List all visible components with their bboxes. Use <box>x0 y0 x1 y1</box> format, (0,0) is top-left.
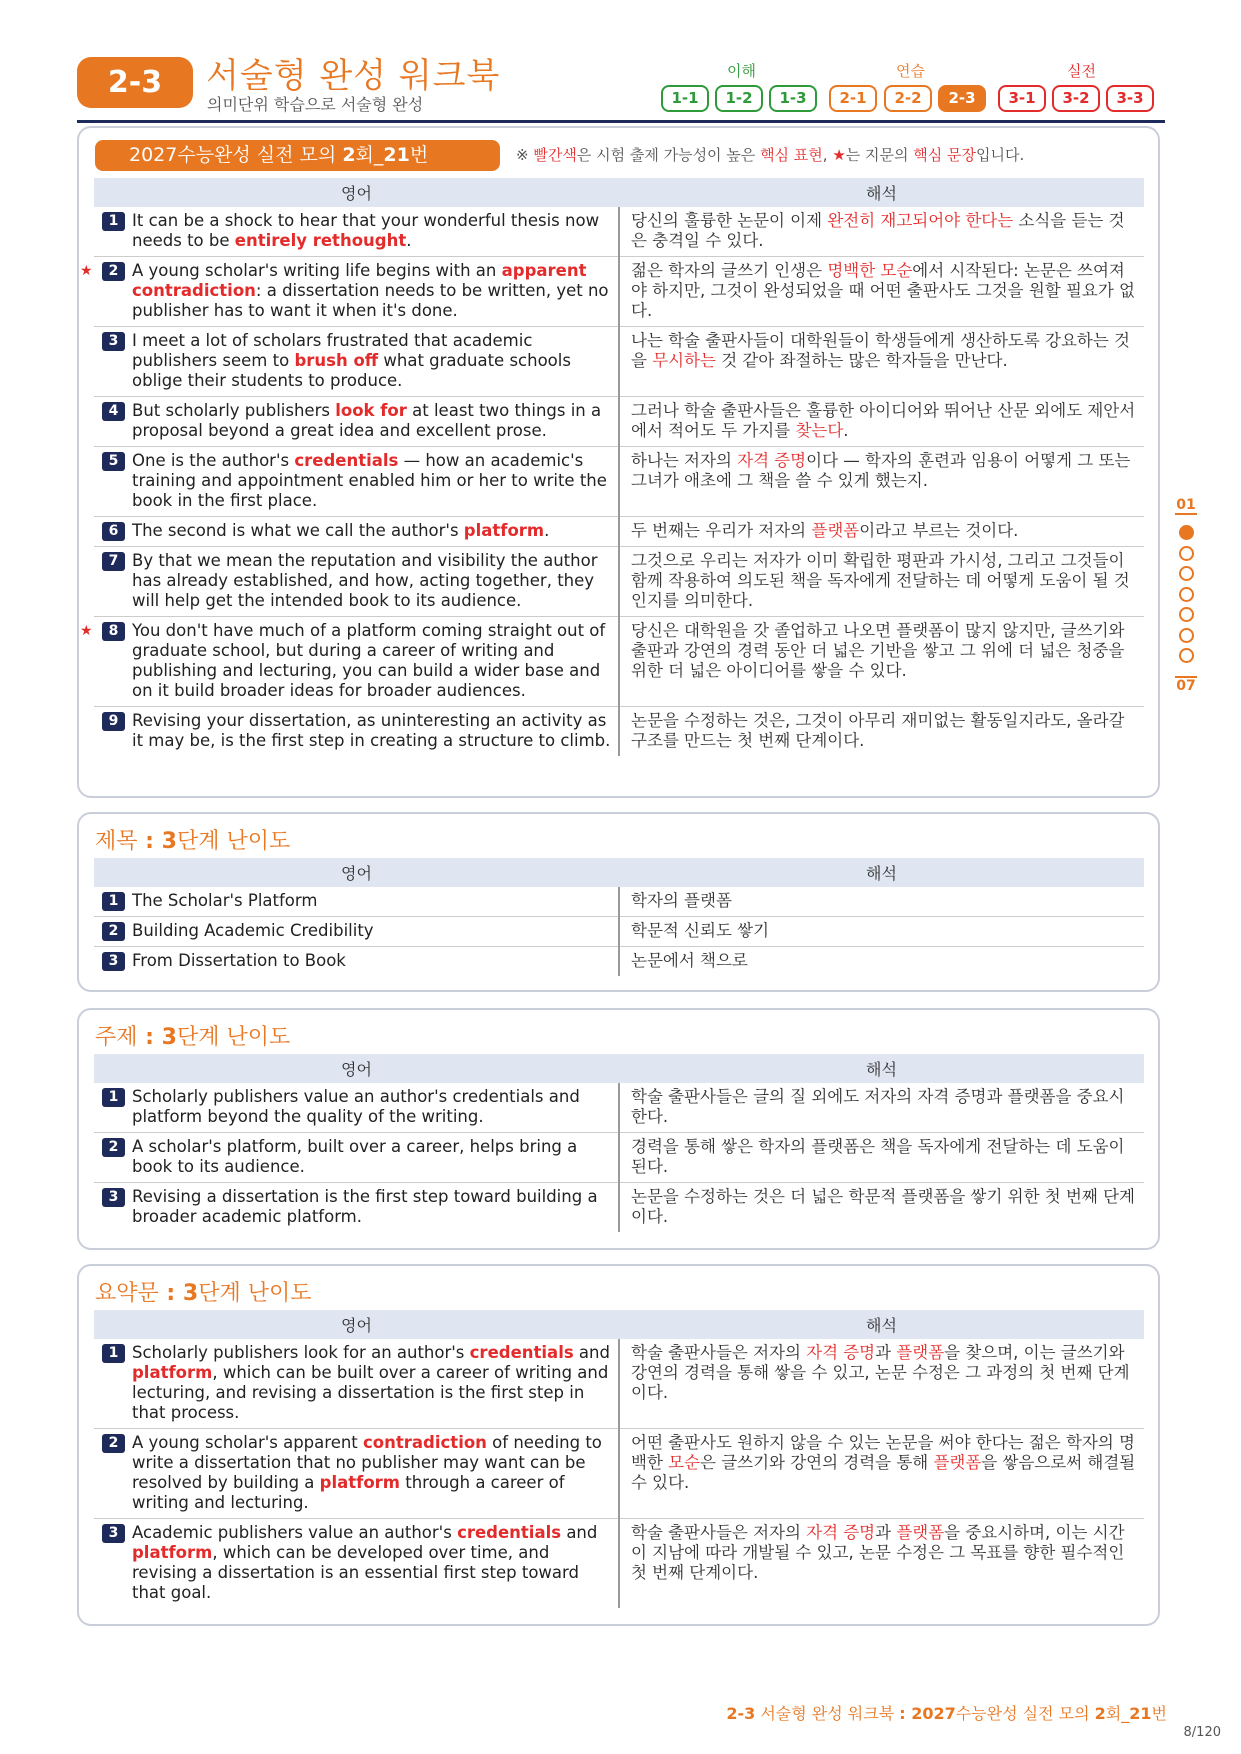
sentence-text: 경력을 통해 쌓은 학자의 플랫폼은 책을 독자에게 전달하는 데 도움이 된다. <box>631 1137 1125 1176</box>
key-expression: 모순 <box>668 1453 701 1472</box>
sentence-text: 과 <box>875 1343 897 1362</box>
navigator-dot[interactable] <box>1179 648 1194 663</box>
passage-section <box>77 126 1160 798</box>
sentence-number: 2 <box>102 1138 125 1157</box>
sentence-number: 8 <box>102 622 125 641</box>
navigator-dot[interactable] <box>1179 587 1194 602</box>
sentence-text: Revising your dissertation, as uninteresting an activity as it may be, is the first step in creating a structure to climb. <box>132 711 611 750</box>
page-number: 8/120 <box>1183 1725 1221 1740</box>
english-cell <box>94 1339 619 1429</box>
key-sentence-star-icon: ★ <box>80 263 93 279</box>
sentence-text: By that we mean the reputation and visibility the author has already established, and how, acting together, they will help get the intended book to its audience. <box>132 551 598 610</box>
english-cell <box>94 887 619 917</box>
english-cell <box>80 257 619 327</box>
english-cell <box>94 1429 619 1519</box>
table-row <box>94 707 1144 757</box>
navigator-dot[interactable] <box>1179 546 1194 561</box>
table-row <box>94 397 1144 447</box>
sentence-text: But scholarly publishers <box>132 401 336 420</box>
sentence-number: 7 <box>102 552 125 571</box>
sentence-text: You don't have much of a platform coming straight out of graduate school, but during a career of writing and publishing and lecturing, you can build a wider base and on it build broader ideas for broader audiences. <box>132 621 606 700</box>
title-section <box>77 812 1160 992</box>
key-expression: platform <box>463 521 545 540</box>
korean-cell <box>619 257 1144 327</box>
english-cell <box>80 617 619 707</box>
sentence-number: 1 <box>102 1344 125 1363</box>
sentence-text: 젊은 학자의 글쓰기 인생은 <box>631 261 828 280</box>
korean-cell <box>619 447 1144 517</box>
sentence-text: 학술 출판사들은 글의 질 외에도 저자의 자격 증명과 플랫폼을 중요시한다. <box>631 1087 1125 1126</box>
group-label-real: 실전 <box>1067 62 1096 80</box>
sentence-text: 학문적 신뢰도 쌓기 <box>631 921 770 940</box>
chip-1-1[interactable]: 1-1 <box>661 85 709 112</box>
section-title: 요약문 : 3단계 난이도 <box>95 1281 312 1306</box>
sentence-text: 하나는 저자의 <box>631 451 738 470</box>
sentence-text: : a dissertation needs to be written, yet no publisher has to want it when it's done. <box>132 281 609 320</box>
key-sentence-star-icon: ★ <box>80 623 93 639</box>
korean-cell <box>619 327 1144 397</box>
sentence-number: 1 <box>102 212 125 231</box>
key-expression: 찾는다 <box>795 421 844 440</box>
footer-title: 2-3 서술형 완성 워크북 : 2027수능완성 실전 모의 2회_21번 <box>726 1704 1167 1723</box>
unit-badge: 2-3 <box>77 57 193 108</box>
exam-badge: 2027수능완성 실전 모의 2회_21번 <box>95 140 500 171</box>
navigator-end-label: 07 <box>1176 678 1196 694</box>
column-header-english: 영어 <box>94 858 619 887</box>
sentence-text: 소식을 듣는 것은 충격일 수 있다. <box>631 211 1125 250</box>
sentence-text: It can be a shock to hear that your wonderful thesis now needs to be <box>132 211 600 250</box>
sentence-text: Revising a dissertation is the first step toward building a broader academic platform. <box>132 1187 598 1226</box>
sentence-text: A young scholar's apparent <box>132 1433 364 1452</box>
korean-cell <box>619 947 1144 977</box>
sentence-text: Academic publishers value an author's <box>132 1523 458 1542</box>
sentence-text: . <box>544 521 550 540</box>
key-expression: contradiction <box>363 1433 487 1452</box>
english-cell <box>94 327 619 397</box>
navigator-dot[interactable] <box>1179 566 1194 581</box>
table-row <box>94 1429 1144 1519</box>
key-expression: platform <box>319 1473 400 1492</box>
korean-cell <box>619 917 1144 947</box>
sentence-text: A scholar's platform, built over a career, helps bring a book to its audience. <box>132 1137 578 1176</box>
english-cell <box>94 707 619 757</box>
sentence-text: Scholarly publishers value an author's credentials and platform beyond the quality of the writing. <box>132 1087 580 1126</box>
summary-table <box>94 1310 1144 1608</box>
sentence-text: 을 중요시하며, 이는 시간이 지남에 따라 개발될 수 있고, 논문 수정은 그 목표를 향한 필수적인 첫 번째 단계이다. <box>631 1523 1125 1582</box>
table-row <box>94 1183 1144 1233</box>
sentence-text: 을 쌓음으로써 해결될 수 있다. <box>631 1453 1136 1492</box>
column-header-korean: 해석 <box>619 1054 1144 1083</box>
sentence-text: I meet a lot of scholars frustrated that academic publishers seem to <box>132 331 533 370</box>
korean-cell <box>619 1429 1144 1519</box>
korean-cell <box>619 547 1144 617</box>
table-row <box>94 327 1144 397</box>
key-expression: apparent contradiction <box>132 261 587 300</box>
chip-3-3[interactable]: 3-3 <box>1106 85 1154 112</box>
key-expression: 자격 증명 <box>737 451 807 470</box>
sentence-text: through a career of writing and lecturing. <box>132 1473 565 1512</box>
column-header-english: 영어 <box>94 1310 619 1339</box>
key-expression: credentials <box>457 1523 562 1542</box>
column-header-korean: 해석 <box>619 178 1144 207</box>
key-expression: 플랫폼 <box>896 1523 945 1542</box>
key-expression: credentials <box>294 451 399 470</box>
korean-cell <box>619 707 1144 757</box>
english-cell <box>94 917 619 947</box>
group-label-understand: 이해 <box>727 62 756 80</box>
sentence-text: 그것으로 우리는 저자가 이미 확립한 평판과 가시성, 그리고 그것들이 함께 작용하여 의도된 책을 독자에게 전달하는 데 어떻게 도움이 될 것인지를 의미한다. <box>631 551 1130 610</box>
header-divider <box>77 120 1165 123</box>
key-expression: 무시하는 <box>652 351 716 370</box>
section-title: 제목 : 3단계 난이도 <box>95 829 291 854</box>
table-row <box>94 617 1144 707</box>
column-header-english: 영어 <box>94 1054 619 1083</box>
sentence-text: 어떤 출판사도 원하지 않을 수 있는 논문을 써야 한다는 젊은 학자의 명백한 <box>631 1433 1135 1472</box>
english-cell <box>94 447 619 517</box>
korean-cell <box>619 397 1144 447</box>
english-cell <box>94 547 619 617</box>
sentence-text: , which can be built over a career of writing and lecturing, and revising a dissertation is the first step in that process. <box>132 1363 609 1422</box>
chip-3-2[interactable]: 3-2 <box>1052 85 1100 112</box>
korean-cell <box>619 517 1144 547</box>
sentence-text: The second is what we call the author's <box>132 521 464 540</box>
table-row <box>94 257 1144 327</box>
sentence-text: 그러나 학술 출판사들은 훌륭한 아이디어와 뛰어난 산문 외에도 제안서에서 적어도 두 가지를 <box>631 401 1136 440</box>
sentence-number: 2 <box>102 1434 125 1453</box>
table-row <box>94 517 1144 547</box>
title-table <box>94 858 1144 976</box>
table-row <box>94 1133 1144 1183</box>
page-title: 서술형 완성 워크북 <box>206 56 501 96</box>
sentence-text: 나는 학술 출판사들이 대학원들이 학생들에게 생산하도록 강요하는 것을 <box>631 331 1130 370</box>
sentence-number: 1 <box>102 1088 125 1107</box>
sentence-text: — how an academic's training and appointment enabled him or her to write the book in the first place. <box>132 451 607 510</box>
navigator-dot[interactable] <box>1179 607 1194 622</box>
group-label-practice: 연습 <box>896 62 925 80</box>
sentence-text: From Dissertation to Book <box>132 951 346 970</box>
sentence-text: at least two things in a proposal beyond a great idea and excellent prose. <box>132 401 602 440</box>
chip-1-2[interactable]: 1-2 <box>715 85 763 112</box>
sentence-number: 6 <box>102 522 125 541</box>
table-row <box>94 1519 1144 1609</box>
sentence-text: A young scholar's writing life begins with an <box>132 261 502 280</box>
key-expression: credentials <box>469 1343 574 1362</box>
sentence-text: 을 찾으며, 이는 글쓰기와 강연의 경력을 통해 쌓을 수 있고, 논문 수정은 그 과정의 첫 번째 단계이다. <box>631 1343 1130 1402</box>
sentence-number: 1 <box>102 892 125 911</box>
sentence-text: Scholarly publishers look for an author's <box>132 1343 470 1362</box>
sentence-number: 3 <box>102 952 125 971</box>
sentence-text: 은 글쓰기와 강연의 경력을 통해 <box>700 1453 934 1472</box>
key-expression: brush off <box>294 351 379 370</box>
sentence-text: 과 <box>875 1523 897 1542</box>
english-cell <box>94 1133 619 1183</box>
navigator-dot[interactable] <box>1179 525 1194 540</box>
sentence-text: 에서 시작된다: 논문은 쓰여져야 하지만, 그것이 완성되었을 때 어떤 출판사도 그것을 원할 필요가 없다. <box>631 261 1135 320</box>
sentence-text: 당신은 대학원을 갓 졸업하고 나오면 플랫폼이 많지 않지만, 글쓰기와 출판과 강연의 경력 동안 더 넓은 기반을 쌓고 그 위에 더 넓은 청중을 위한 더 넓은 아이디어를 쌓을 수 있다. <box>631 621 1125 680</box>
theme-table <box>94 1054 1144 1232</box>
column-header-korean: 해석 <box>619 858 1144 887</box>
sentence-number: 9 <box>102 712 125 731</box>
korean-cell <box>619 207 1144 257</box>
key-expression: look for <box>335 401 407 420</box>
sentence-number: 3 <box>102 332 125 351</box>
column-header-english: 영어 <box>94 178 619 207</box>
sentence-text: and <box>573 1343 610 1362</box>
key-expression: 플랫폼 <box>933 1453 982 1472</box>
sentence-text: and <box>561 1523 598 1542</box>
navigator-start-label: 01 <box>1176 497 1196 513</box>
korean-cell <box>619 1083 1144 1133</box>
key-expression: entirely rethought <box>234 231 407 250</box>
chip-2-3-active[interactable]: 2-3 <box>938 85 986 112</box>
page-subtitle: 의미단위 학습으로 서술형 완성 <box>207 95 424 114</box>
sentence-text: 학술 출판사들은 저자의 <box>631 1523 807 1542</box>
sentence-text: 것 같아 좌절하는 많은 학자들을 만난다. <box>715 351 1008 370</box>
sentence-text: of needing to write a dissertation that no publisher may want can be resolved by building a <box>132 1433 602 1492</box>
korean-cell <box>619 1183 1144 1233</box>
chip-2-2[interactable]: 2-2 <box>884 85 932 112</box>
sentence-number: 3 <box>102 1524 125 1543</box>
table-row <box>94 547 1144 617</box>
sentence-number: 2 <box>102 262 125 281</box>
key-expression: 자격 증명 <box>806 1523 876 1542</box>
navigator-dot[interactable] <box>1179 628 1194 643</box>
table-row <box>94 947 1144 977</box>
passage-table <box>80 178 1144 756</box>
sentence-text: 논문을 수정하는 것은, 그것이 아무리 재미없는 활동일지라도, 올라갈 구조를 만드는 첫 번째 단계이다. <box>631 711 1125 750</box>
sentence-text: 당신의 훌륭한 논문이 이제 <box>631 211 828 230</box>
key-expression: 플랫폼 <box>896 1343 945 1362</box>
english-cell <box>94 207 619 257</box>
summary-section <box>77 1264 1160 1626</box>
chip-1-3[interactable]: 1-3 <box>769 85 817 112</box>
sentence-text: 학술 출판사들은 저자의 <box>631 1343 807 1362</box>
korean-cell <box>619 1339 1144 1429</box>
table-row <box>94 207 1144 257</box>
sentence-number: 5 <box>102 452 125 471</box>
english-cell <box>94 947 619 977</box>
table-row <box>94 447 1144 517</box>
chip-3-1[interactable]: 3-1 <box>998 85 1046 112</box>
korean-cell <box>619 1133 1144 1183</box>
sentence-number: 2 <box>102 922 125 941</box>
sentence-text: what graduate schools oblige their students to produce. <box>132 351 571 390</box>
sentence-text: 학자의 플랫폼 <box>631 891 732 910</box>
table-row <box>94 1339 1144 1429</box>
korean-cell <box>619 887 1144 917</box>
table-row <box>94 917 1144 947</box>
column-header-korean: 해석 <box>619 1310 1144 1339</box>
english-cell <box>94 397 619 447</box>
sentence-text: One is the author's <box>132 451 295 470</box>
sentence-text: The Scholar's Platform <box>132 891 318 910</box>
key-expression: platform <box>132 1543 213 1562</box>
english-cell <box>94 1519 619 1609</box>
table-row <box>94 1083 1144 1133</box>
sentence-text: , which can be developed over time, and revising a dissertation is an essential first step toward that goal. <box>132 1543 579 1602</box>
key-expression: platform <box>132 1363 213 1382</box>
sentence-text: . <box>843 421 849 440</box>
sentence-text: 논문을 수정하는 것은 더 넓은 학문적 플랫폼을 쌓기 위한 첫 번째 단계이다. <box>631 1187 1135 1226</box>
english-cell <box>94 1083 619 1133</box>
sentence-text: 이다 — 학자의 훈련과 임용이 어떻게 그 또는 그녀가 애초에 그 책을 쓸 수 있게 했는지. <box>631 451 1131 490</box>
sentence-number: 3 <box>102 1188 125 1207</box>
key-expression: 명백한 모순 <box>827 261 913 280</box>
english-cell <box>94 1183 619 1233</box>
sentence-text: 두 번째는 우리가 저자의 <box>631 521 812 540</box>
sentence-number: 4 <box>102 402 125 421</box>
key-expression: 완전히 재고되어야 한다는 <box>827 211 1014 230</box>
sentence-text: 논문에서 책으로 <box>631 951 748 970</box>
sentence-text: 이라고 부르는 것이다. <box>859 521 1019 540</box>
legend-note: ※ 빨간색은 시험 출제 가능성이 높은 핵심 표현, ★는 지문의 핵심 문장입니다. <box>516 146 1025 164</box>
section-title: 주제 : 3단계 난이도 <box>95 1025 291 1050</box>
sentence-text: Building Academic Credibility <box>132 921 374 940</box>
sentence-text: . <box>406 231 412 250</box>
chip-2-1[interactable]: 2-1 <box>829 85 877 112</box>
english-cell <box>94 517 619 547</box>
table-row <box>94 887 1144 917</box>
key-expression: 자격 증명 <box>806 1343 876 1362</box>
korean-cell <box>619 1519 1144 1609</box>
theme-section <box>77 1008 1160 1250</box>
korean-cell <box>619 617 1144 707</box>
key-expression: 플랫폼 <box>811 521 860 540</box>
